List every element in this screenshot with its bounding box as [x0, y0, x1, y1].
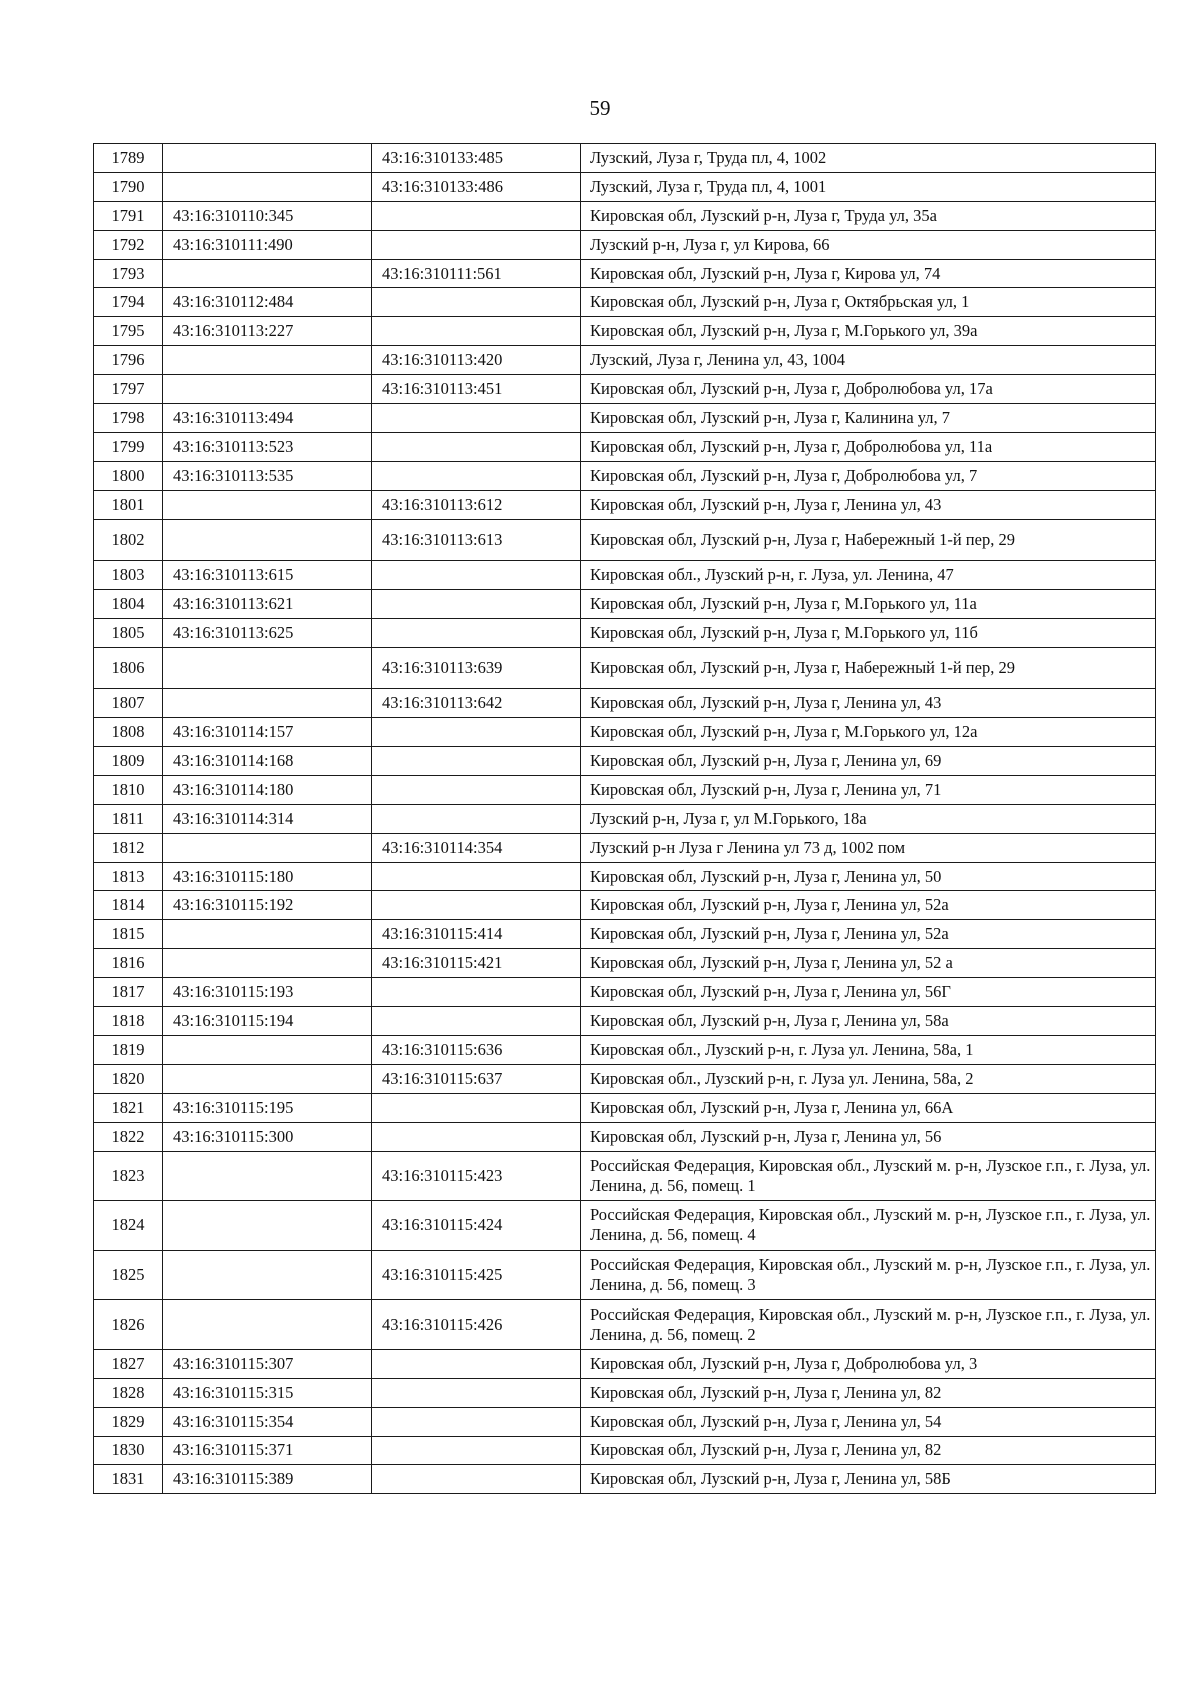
cadastral-number-b-cell: [372, 1407, 581, 1436]
table-row: [94, 718, 1156, 747]
address-cell: Кировская обл, Лузский р-н, Луза г, М.Горького ул, 11б: [581, 618, 1156, 647]
table-row: [94, 461, 1156, 490]
table-row: [94, 375, 1156, 404]
cadastral-number-b-cell: [372, 1093, 581, 1122]
cadastral-number-a-cell: 43:16:310115:195: [163, 1093, 372, 1122]
address-cell: Кировская обл, Лузский р-н, Луза г, Добролюбова ул, 17а: [581, 375, 1156, 404]
cadastral-number-a-cell: 43:16:310113:615: [163, 561, 372, 590]
address-cell: Российская Федерация, Кировская обл., Лузский м. р-н, Лузское г.п., г. Луза, ул. Ленина, д. 56, помещ. 1: [581, 1151, 1156, 1201]
address-cell: Кировская обл, Лузский р-н, Луза г, Ленина ул, 54: [581, 1407, 1156, 1436]
table-row: [94, 1122, 1156, 1151]
cadastral-number-a-cell: 43:16:310112:484: [163, 288, 372, 317]
table-row: [94, 1007, 1156, 1036]
row-number-cell: 1792: [94, 230, 163, 259]
table-row: [94, 1250, 1156, 1300]
table-row: [94, 891, 1156, 920]
address-cell: Кировская обл, Лузский р-н, Луза г, Ленина ул, 66А: [581, 1093, 1156, 1122]
address-cell: Кировская обл, Лузский р-н, Луза г, Труда ул, 35а: [581, 201, 1156, 230]
cadastral-number-b-cell: 43:16:310113:613: [372, 519, 581, 561]
table-row: [94, 432, 1156, 461]
cadastral-number-a-cell: 43:16:310113:227: [163, 317, 372, 346]
cadastral-number-a-cell: 43:16:310111:490: [163, 230, 372, 259]
cadastral-number-b-cell: 43:16:310115:425: [372, 1250, 581, 1300]
row-number-cell: 1803: [94, 561, 163, 590]
row-number-cell: 1807: [94, 689, 163, 718]
cadastral-number-a-cell: [163, 490, 372, 519]
cadastral-number-b-cell: 43:16:310115:423: [372, 1151, 581, 1201]
cadastral-number-a-cell: 43:16:310113:621: [163, 589, 372, 618]
cadastral-number-a-cell: [163, 1300, 372, 1350]
address-cell: Лузский р-н, Луза г, ул Кирова, 66: [581, 230, 1156, 259]
row-number-cell: 1816: [94, 949, 163, 978]
cadastral-number-a-cell: [163, 833, 372, 862]
cadastral-number-b-cell: [372, 1007, 581, 1036]
cadastral-number-b-cell: [372, 718, 581, 747]
table-row: [94, 288, 1156, 317]
address-cell: Кировская обл, Лузский р-н, Луза г, Ленина ул, 43: [581, 490, 1156, 519]
cadastral-number-b-cell: 43:16:310115:424: [372, 1201, 581, 1251]
row-number-cell: 1811: [94, 804, 163, 833]
address-cell: Российская Федерация, Кировская обл., Лузский м. р-н, Лузское г.п., г. Луза, ул. Ленина, д. 56, помещ. 3: [581, 1250, 1156, 1300]
cadastral-number-a-cell: [163, 949, 372, 978]
cadastral-number-b-cell: 43:16:310115:636: [372, 1035, 581, 1064]
address-cell: Кировская обл, Лузский р-н, Луза г, Ленина ул, 43: [581, 689, 1156, 718]
cadastral-number-a-cell: 43:16:310114:168: [163, 747, 372, 776]
address-cell: Кировская обл, Лузский р-н, Луза г, Октябрьская ул, 1: [581, 288, 1156, 317]
row-number-cell: 1819: [94, 1035, 163, 1064]
cadastral-number-a-cell: 43:16:310114:180: [163, 775, 372, 804]
cadastral-number-a-cell: [163, 920, 372, 949]
table-row: [94, 747, 1156, 776]
cadastral-number-a-cell: 43:16:310115:389: [163, 1465, 372, 1494]
row-number-cell: 1822: [94, 1122, 163, 1151]
row-number-cell: 1821: [94, 1093, 163, 1122]
table-row: [94, 920, 1156, 949]
row-number-cell: 1801: [94, 490, 163, 519]
cadastral-number-a-cell: [163, 1035, 372, 1064]
page-number: 59: [589, 96, 611, 120]
row-number-cell: 1817: [94, 978, 163, 1007]
row-number-cell: 1805: [94, 618, 163, 647]
row-number-cell: 1791: [94, 201, 163, 230]
cadastral-number-a-cell: 43:16:310115:194: [163, 1007, 372, 1036]
table-row: [94, 1378, 1156, 1407]
cadastral-number-b-cell: [372, 978, 581, 1007]
row-number-cell: 1795: [94, 317, 163, 346]
address-cell: Лузский, Луза г, Труда пл, 4, 1002: [581, 144, 1156, 173]
registry-body: [94, 144, 1156, 1494]
row-number-cell: 1825: [94, 1250, 163, 1300]
cadastral-number-a-cell: [163, 346, 372, 375]
row-number-cell: 1826: [94, 1300, 163, 1350]
table-row: [94, 201, 1156, 230]
table-row: [94, 689, 1156, 718]
address-cell: Кировская обл, Лузский р-н, Луза г, Ленина ул, 52 а: [581, 949, 1156, 978]
row-number-cell: 1798: [94, 404, 163, 433]
row-number-cell: 1799: [94, 432, 163, 461]
row-number-cell: 1804: [94, 589, 163, 618]
cadastral-number-a-cell: 43:16:310115:300: [163, 1122, 372, 1151]
table-row: [94, 589, 1156, 618]
address-cell: Кировская обл, Лузский р-н, Луза г, М.Горького ул, 11а: [581, 589, 1156, 618]
cadastral-number-b-cell: [372, 589, 581, 618]
cadastral-number-b-cell: 43:16:310113:612: [372, 490, 581, 519]
cadastral-number-b-cell: [372, 317, 581, 346]
table-row: [94, 346, 1156, 375]
table-row: [94, 1151, 1156, 1201]
table-row: [94, 1407, 1156, 1436]
row-number-cell: 1800: [94, 461, 163, 490]
row-number-cell: 1812: [94, 833, 163, 862]
row-number-cell: 1797: [94, 375, 163, 404]
table-row: [94, 1436, 1156, 1465]
address-cell: Кировская обл, Лузский р-н, Луза г, Ленина ул, 71: [581, 775, 1156, 804]
address-cell: Кировская обл., Лузский р-н, г. Луза, ул. Ленина, 47: [581, 561, 1156, 590]
cadastral-number-a-cell: [163, 172, 372, 201]
table-row: [94, 804, 1156, 833]
table-row: [94, 490, 1156, 519]
cadastral-number-a-cell: 43:16:310115:354: [163, 1407, 372, 1436]
cadastral-number-a-cell: 43:16:310115:307: [163, 1349, 372, 1378]
address-cell: Кировская обл., Лузский р-н, г. Луза ул. Ленина, 58а, 1: [581, 1035, 1156, 1064]
cadastral-number-a-cell: [163, 647, 372, 689]
cadastral-number-b-cell: [372, 561, 581, 590]
table-row: [94, 978, 1156, 1007]
cadastral-number-b-cell: [372, 1465, 581, 1494]
cadastral-number-b-cell: [372, 1436, 581, 1465]
row-number-cell: 1815: [94, 920, 163, 949]
cadastral-number-b-cell: [372, 747, 581, 776]
cadastral-number-b-cell: [372, 230, 581, 259]
row-number-cell: 1828: [94, 1378, 163, 1407]
cadastral-number-b-cell: [372, 288, 581, 317]
cadastral-number-b-cell: [372, 862, 581, 891]
address-cell: Кировская обл, Лузский р-н, Луза г, Ленина ул, 69: [581, 747, 1156, 776]
row-number-cell: 1813: [94, 862, 163, 891]
table-row: [94, 519, 1156, 561]
row-number-cell: 1790: [94, 172, 163, 201]
table-row: [94, 317, 1156, 346]
cadastral-number-a-cell: [163, 375, 372, 404]
cadastral-number-b-cell: 43:16:310133:485: [372, 144, 581, 173]
row-number-cell: 1808: [94, 718, 163, 747]
address-cell: Лузский р-н, Луза г, ул М.Горького, 18а: [581, 804, 1156, 833]
cadastral-number-a-cell: [163, 1064, 372, 1093]
address-cell: Кировская обл, Лузский р-н, Луза г, Ленина ул, 82: [581, 1378, 1156, 1407]
cadastral-number-b-cell: [372, 775, 581, 804]
cadastral-number-b-cell: [372, 432, 581, 461]
cadastral-number-a-cell: 43:16:310113:625: [163, 618, 372, 647]
cadastral-number-b-cell: 43:16:310115:637: [372, 1064, 581, 1093]
address-cell: Кировская обл, Лузский р-н, Луза г, Ленина ул, 58а: [581, 1007, 1156, 1036]
address-cell: Кировская обл, Лузский р-н, Луза г, Добролюбова ул, 11а: [581, 432, 1156, 461]
row-number-cell: 1830: [94, 1436, 163, 1465]
table-row: [94, 833, 1156, 862]
table-row: [94, 949, 1156, 978]
row-number-cell: 1827: [94, 1349, 163, 1378]
table-row: [94, 561, 1156, 590]
row-number-cell: 1810: [94, 775, 163, 804]
cadastral-number-b-cell: 43:16:310115:426: [372, 1300, 581, 1350]
row-number-cell: 1829: [94, 1407, 163, 1436]
address-cell: Лузский р-н Луза г Ленина ул 73 д, 1002 пом: [581, 833, 1156, 862]
table-row: [94, 862, 1156, 891]
address-cell: Кировская обл, Лузский р-н, Луза г, Ленина ул, 56Г: [581, 978, 1156, 1007]
address-cell: Кировская обл, Лузский р-н, Луза г, Калинина ул, 7: [581, 404, 1156, 433]
address-cell: Кировская обл, Лузский р-н, Луза г, Ленина ул, 56: [581, 1122, 1156, 1151]
table-row: [94, 1201, 1156, 1251]
row-number-cell: 1818: [94, 1007, 163, 1036]
cadastral-number-a-cell: [163, 519, 372, 561]
cadastral-number-b-cell: 43:16:310113:451: [372, 375, 581, 404]
cadastral-number-a-cell: [163, 1250, 372, 1300]
table-row: [94, 618, 1156, 647]
address-cell: Кировская обл, Лузский р-н, Луза г, Ленина ул, 52а: [581, 920, 1156, 949]
row-number-cell: 1789: [94, 144, 163, 173]
cadastral-number-b-cell: 43:16:310115:421: [372, 949, 581, 978]
address-cell: Российская Федерация, Кировская обл., Лузский м. р-н, Лузское г.п., г. Луза, ул. Ленина, д. 56, помещ. 4: [581, 1201, 1156, 1251]
cadastral-number-a-cell: [163, 689, 372, 718]
address-cell: Кировская обл, Лузский р-н, Луза г, М.Горького ул, 12а: [581, 718, 1156, 747]
address-cell: Кировская обл, Лузский р-н, Луза г, Добролюбова ул, 3: [581, 1349, 1156, 1378]
table-row: [94, 172, 1156, 201]
cadastral-number-b-cell: 43:16:310113:420: [372, 346, 581, 375]
row-number-cell: 1823: [94, 1151, 163, 1201]
address-cell: Кировская обл, Лузский р-н, Луза г, Набережный 1-й пер, 29: [581, 647, 1156, 689]
address-cell: Кировская обл, Лузский р-н, Луза г, Кирова ул, 74: [581, 259, 1156, 288]
cadastral-number-a-cell: 43:16:310113:494: [163, 404, 372, 433]
cadastral-number-b-cell: [372, 1349, 581, 1378]
cadastral-number-a-cell: 43:16:310115:193: [163, 978, 372, 1007]
table-row: [94, 775, 1156, 804]
address-cell: Кировская обл, Лузский р-н, Луза г, Ленина ул, 52а: [581, 891, 1156, 920]
table-row: [94, 647, 1156, 689]
cadastral-number-b-cell: [372, 1122, 581, 1151]
address-cell: Кировская обл, Лузский р-н, Луза г, Ленина ул, 50: [581, 862, 1156, 891]
address-cell: Кировская обл, Лузский р-н, Луза г, Ленина ул, 82: [581, 1436, 1156, 1465]
row-number-cell: 1820: [94, 1064, 163, 1093]
cadastral-number-a-cell: [163, 1201, 372, 1251]
table-row: [94, 1300, 1156, 1350]
row-number-cell: 1802: [94, 519, 163, 561]
address-cell: Кировская обл., Лузский р-н, г. Луза ул. Ленина, 58а, 2: [581, 1064, 1156, 1093]
row-number-cell: 1814: [94, 891, 163, 920]
table-row: [94, 230, 1156, 259]
cadastral-number-b-cell: [372, 461, 581, 490]
row-number-cell: 1806: [94, 647, 163, 689]
cadastral-number-b-cell: [372, 201, 581, 230]
cadastral-number-a-cell: [163, 259, 372, 288]
row-number-cell: 1824: [94, 1201, 163, 1251]
cadastral-number-a-cell: 43:16:310113:523: [163, 432, 372, 461]
table-row: [94, 259, 1156, 288]
address-cell: Кировская обл, Лузский р-н, Луза г, М.Горького ул, 39а: [581, 317, 1156, 346]
cadastral-number-a-cell: 43:16:310115:315: [163, 1378, 372, 1407]
table-row: [94, 1349, 1156, 1378]
cadastral-number-b-cell: 43:16:310111:561: [372, 259, 581, 288]
property-registry-table: [93, 143, 1156, 1494]
cadastral-number-a-cell: 43:16:310115:192: [163, 891, 372, 920]
cadastral-number-a-cell: 43:16:310115:371: [163, 1436, 372, 1465]
address-cell: Кировская обл, Лузский р-н, Луза г, Набережный 1-й пер, 29: [581, 519, 1156, 561]
cadastral-number-a-cell: 43:16:310113:535: [163, 461, 372, 490]
cadastral-number-b-cell: 43:16:310115:414: [372, 920, 581, 949]
address-cell: Кировская обл, Лузский р-н, Луза г, Ленина ул, 58Б: [581, 1465, 1156, 1494]
table-row: [94, 404, 1156, 433]
cadastral-number-a-cell: [163, 1151, 372, 1201]
table-row: [94, 1093, 1156, 1122]
cadastral-number-b-cell: 43:16:310114:354: [372, 833, 581, 862]
cadastral-number-b-cell: 43:16:310133:486: [372, 172, 581, 201]
row-number-cell: 1809: [94, 747, 163, 776]
table-row: [94, 1035, 1156, 1064]
address-cell: Лузский, Луза г, Ленина ул, 43, 1004: [581, 346, 1156, 375]
address-cell: Российская Федерация, Кировская обл., Лузский м. р-н, Лузское г.п., г. Луза, ул. Ленина, д. 56, помещ. 2: [581, 1300, 1156, 1350]
cadastral-number-a-cell: 43:16:310114:157: [163, 718, 372, 747]
row-number-cell: 1793: [94, 259, 163, 288]
cadastral-number-b-cell: [372, 618, 581, 647]
cadastral-number-a-cell: 43:16:310110:345: [163, 201, 372, 230]
table-row: [94, 1064, 1156, 1093]
cadastral-number-b-cell: [372, 1378, 581, 1407]
cadastral-number-b-cell: [372, 891, 581, 920]
row-number-cell: 1796: [94, 346, 163, 375]
cadastral-number-a-cell: [163, 144, 372, 173]
cadastral-number-a-cell: 43:16:310114:314: [163, 804, 372, 833]
cadastral-number-b-cell: [372, 804, 581, 833]
cadastral-number-b-cell: 43:16:310113:642: [372, 689, 581, 718]
cadastral-number-b-cell: [372, 404, 581, 433]
address-cell: Кировская обл, Лузский р-н, Луза г, Добролюбова ул, 7: [581, 461, 1156, 490]
table-row: [94, 1465, 1156, 1494]
row-number-cell: 1831: [94, 1465, 163, 1494]
table-row: [94, 144, 1156, 173]
cadastral-number-a-cell: 43:16:310115:180: [163, 862, 372, 891]
row-number-cell: 1794: [94, 288, 163, 317]
cadastral-number-b-cell: 43:16:310113:639: [372, 647, 581, 689]
address-cell: Лузский, Луза г, Труда пл, 4, 1001: [581, 172, 1156, 201]
